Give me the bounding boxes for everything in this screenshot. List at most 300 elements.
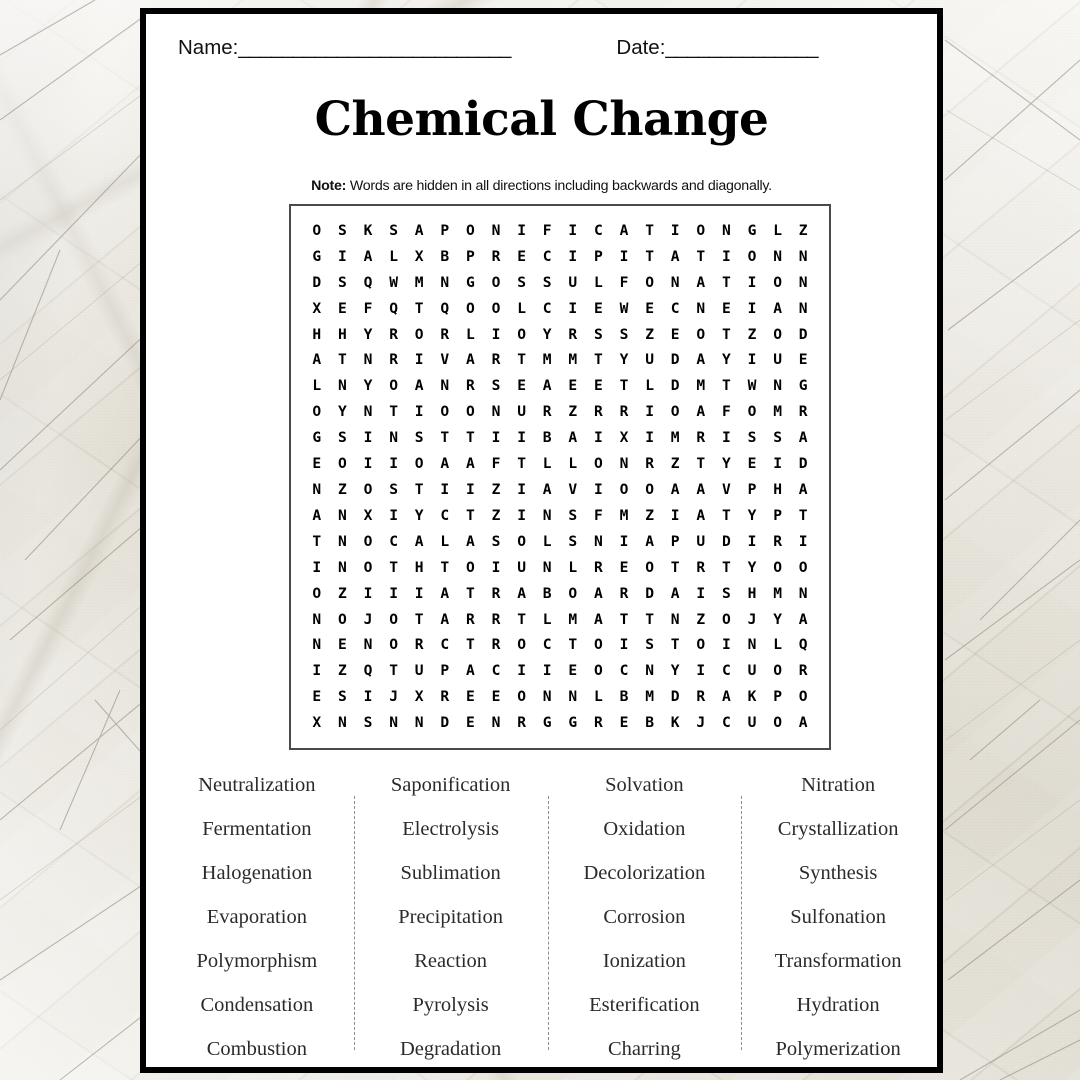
- grid-cell[interactable]: Q: [363, 273, 373, 291]
- grid-cell[interactable]: I: [414, 351, 424, 369]
- grid-cell[interactable]: K: [363, 221, 373, 239]
- grid-cell[interactable]: A: [542, 481, 552, 498]
- grid-cell[interactable]: M: [645, 688, 654, 706]
- grid-cell[interactable]: L: [389, 247, 398, 265]
- grid-cell[interactable]: N: [312, 636, 322, 654]
- grid-cell[interactable]: N: [773, 377, 782, 395]
- grid-cell[interactable]: Y: [337, 403, 347, 421]
- grid-cell[interactable]: K: [747, 688, 757, 706]
- grid-cell[interactable]: N: [798, 247, 808, 265]
- grid-cell[interactable]: L: [542, 610, 552, 628]
- grid-cell[interactable]: I: [619, 247, 629, 265]
- word-list-item[interactable]: Evaporation: [206, 906, 307, 929]
- grid-cell[interactable]: P: [440, 221, 450, 239]
- grid-cell[interactable]: L: [645, 377, 654, 395]
- grid-cell[interactable]: J: [747, 610, 757, 628]
- grid-cell[interactable]: T: [389, 403, 398, 421]
- grid-cell[interactable]: O: [696, 636, 706, 654]
- grid-cell[interactable]: I: [542, 662, 552, 680]
- grid-cell[interactable]: E: [337, 299, 347, 317]
- grid-cell[interactable]: I: [593, 429, 603, 447]
- grid-cell[interactable]: S: [645, 636, 654, 654]
- grid-cell[interactable]: P: [440, 662, 450, 680]
- grid-cell[interactable]: O: [619, 481, 629, 498]
- grid-cell[interactable]: Y: [363, 377, 373, 395]
- grid-cell[interactable]: T: [721, 273, 731, 291]
- grid-cell[interactable]: A: [414, 221, 424, 239]
- grid-cell[interactable]: L: [542, 455, 552, 473]
- grid-cell[interactable]: T: [440, 429, 450, 447]
- word-list-item[interactable]: Fermentation: [202, 818, 312, 841]
- grid-cell[interactable]: Z: [645, 506, 654, 524]
- grid-cell[interactable]: D: [440, 714, 450, 732]
- grid-cell[interactable]: C: [721, 714, 731, 732]
- grid-cell[interactable]: Q: [363, 662, 373, 680]
- grid-cell[interactable]: C: [593, 221, 603, 239]
- grid-cell[interactable]: N: [593, 532, 603, 550]
- word-list-item[interactable]: Sulfonation: [790, 906, 886, 929]
- grid-cell[interactable]: N: [491, 714, 501, 732]
- grid-cell[interactable]: E: [747, 455, 757, 473]
- word-list-item[interactable]: Solvation: [605, 774, 684, 796]
- grid-cell[interactable]: D: [798, 455, 808, 473]
- word-list-item[interactable]: Polymorphism: [196, 950, 318, 973]
- grid-cell[interactable]: I: [721, 247, 731, 265]
- grid-cell[interactable]: C: [721, 662, 731, 680]
- grid-cell[interactable]: H: [337, 325, 347, 343]
- grid-cell[interactable]: L: [773, 221, 782, 239]
- grid-cell[interactable]: T: [619, 610, 629, 628]
- grid-cell[interactable]: H: [747, 584, 757, 602]
- grid-cell[interactable]: S: [337, 221, 347, 239]
- grid-cell[interactable]: I: [491, 325, 501, 343]
- grid-cell[interactable]: J: [389, 688, 398, 706]
- grid-cell[interactable]: N: [645, 662, 654, 680]
- word-search-grid[interactable]: [304, 218, 816, 736]
- grid-cell[interactable]: F: [542, 221, 552, 239]
- grid-cell[interactable]: G: [747, 221, 757, 239]
- grid-cell[interactable]: A: [798, 714, 808, 732]
- grid-cell[interactable]: N: [542, 558, 552, 576]
- grid-cell[interactable]: Z: [491, 481, 501, 498]
- grid-cell[interactable]: Y: [670, 662, 680, 680]
- word-list-item[interactable]: Nitration: [801, 774, 876, 796]
- grid-cell[interactable]: I: [517, 506, 526, 524]
- word-list-item[interactable]: Polymerization: [775, 1038, 901, 1061]
- grid-cell[interactable]: I: [363, 688, 373, 706]
- grid-cell[interactable]: A: [670, 481, 680, 498]
- grid-cell[interactable]: I: [619, 532, 629, 550]
- grid-cell[interactable]: O: [773, 714, 782, 732]
- grid-cell[interactable]: A: [645, 532, 654, 550]
- grid-cell[interactable]: A: [670, 584, 680, 602]
- grid-cell[interactable]: A: [696, 506, 706, 524]
- grid-cell[interactable]: E: [568, 662, 578, 680]
- grid-cell[interactable]: N: [389, 714, 398, 732]
- grid-cell[interactable]: N: [440, 273, 450, 291]
- grid-cell[interactable]: T: [645, 221, 654, 239]
- grid-cell[interactable]: O: [747, 403, 757, 421]
- grid-cell[interactable]: O: [593, 455, 603, 473]
- grid-cell[interactable]: N: [312, 610, 322, 628]
- grid-cell[interactable]: I: [747, 351, 757, 369]
- grid-cell[interactable]: T: [517, 610, 526, 628]
- grid-cell[interactable]: Z: [645, 325, 654, 343]
- grid-cell[interactable]: N: [542, 506, 552, 524]
- grid-cell[interactable]: M: [696, 377, 706, 395]
- grid-cell[interactable]: U: [517, 403, 526, 421]
- grid-cell[interactable]: E: [593, 377, 603, 395]
- grid-cell[interactable]: T: [337, 351, 347, 369]
- grid-cell[interactable]: O: [645, 273, 654, 291]
- grid-cell[interactable]: N: [542, 688, 552, 706]
- name-input-rule[interactable]: _________________________: [238, 36, 511, 59]
- grid-cell[interactable]: G: [568, 714, 578, 732]
- grid-cell[interactable]: L: [773, 636, 782, 654]
- grid-cell[interactable]: O: [337, 455, 347, 473]
- grid-cell[interactable]: D: [670, 351, 680, 369]
- grid-cell[interactable]: Y: [619, 351, 629, 369]
- grid-cell[interactable]: I: [568, 221, 578, 239]
- grid-cell[interactable]: A: [440, 455, 450, 473]
- grid-cell[interactable]: O: [517, 688, 526, 706]
- grid-cell[interactable]: N: [773, 247, 782, 265]
- grid-cell[interactable]: T: [696, 455, 706, 473]
- grid-cell[interactable]: R: [491, 636, 501, 654]
- grid-cell[interactable]: Z: [696, 610, 706, 628]
- grid-cell[interactable]: D: [798, 325, 808, 343]
- grid-cell[interactable]: F: [721, 403, 731, 421]
- grid-cell[interactable]: A: [696, 481, 706, 498]
- word-list-item[interactable]: Oxidation: [603, 818, 686, 841]
- grid-cell[interactable]: Q: [389, 299, 398, 317]
- grid-cell[interactable]: O: [491, 299, 501, 317]
- grid-cell[interactable]: R: [696, 429, 706, 447]
- grid-cell[interactable]: N: [798, 273, 808, 291]
- word-list-item[interactable]: Corrosion: [603, 906, 686, 929]
- word-list-item[interactable]: Saponification: [390, 774, 511, 796]
- grid-cell[interactable]: N: [696, 299, 706, 317]
- grid-cell[interactable]: Z: [670, 455, 680, 473]
- grid-cell[interactable]: U: [773, 351, 782, 369]
- grid-cell[interactable]: I: [363, 455, 373, 473]
- grid-cell[interactable]: A: [721, 688, 731, 706]
- grid-cell[interactable]: R: [491, 247, 501, 265]
- grid-cell[interactable]: Y: [414, 506, 424, 524]
- grid-cell[interactable]: G: [312, 429, 322, 447]
- grid-cell[interactable]: S: [542, 273, 552, 291]
- date-field[interactable]: [616, 36, 865, 60]
- name-field[interactable]: [178, 36, 590, 60]
- grid-cell[interactable]: I: [389, 506, 398, 524]
- grid-cell[interactable]: T: [389, 662, 398, 680]
- grid-cell[interactable]: O: [389, 610, 398, 628]
- grid-cell[interactable]: N: [747, 636, 757, 654]
- grid-cell[interactable]: T: [465, 429, 475, 447]
- grid-cell[interactable]: T: [645, 247, 654, 265]
- grid-cell[interactable]: R: [593, 714, 603, 732]
- grid-cell[interactable]: A: [798, 610, 808, 628]
- grid-cell[interactable]: T: [721, 506, 731, 524]
- grid-cell[interactable]: R: [568, 325, 578, 343]
- grid-cell[interactable]: M: [773, 403, 782, 421]
- grid-cell[interactable]: Y: [747, 506, 757, 524]
- grid-cell[interactable]: X: [312, 714, 322, 732]
- grid-cell[interactable]: I: [645, 403, 654, 421]
- grid-cell[interactable]: I: [798, 532, 808, 550]
- grid-cell[interactable]: O: [312, 221, 322, 239]
- grid-cell[interactable]: C: [440, 506, 450, 524]
- grid-cell[interactable]: O: [645, 481, 654, 498]
- grid-cell[interactable]: O: [747, 247, 757, 265]
- grid-cell[interactable]: A: [440, 610, 450, 628]
- grid-cell[interactable]: I: [568, 247, 578, 265]
- grid-cell[interactable]: Y: [773, 610, 782, 628]
- grid-cell[interactable]: M: [670, 429, 680, 447]
- grid-cell[interactable]: N: [363, 351, 373, 369]
- grid-cell[interactable]: N: [363, 403, 373, 421]
- grid-cell[interactable]: T: [696, 247, 706, 265]
- grid-cell[interactable]: Z: [491, 506, 501, 524]
- grid-cell[interactable]: A: [542, 377, 552, 395]
- grid-cell[interactable]: O: [798, 558, 808, 576]
- grid-cell[interactable]: O: [363, 481, 373, 498]
- grid-cell[interactable]: A: [696, 273, 706, 291]
- grid-cell[interactable]: S: [414, 429, 424, 447]
- word-list-item[interactable]: Crystallization: [777, 818, 899, 841]
- grid-cell[interactable]: T: [517, 455, 526, 473]
- grid-cell[interactable]: F: [619, 273, 629, 291]
- grid-cell[interactable]: I: [312, 558, 322, 576]
- grid-cell[interactable]: U: [747, 662, 757, 680]
- word-list-item[interactable]: Synthesis: [798, 862, 878, 885]
- grid-cell[interactable]: M: [619, 506, 629, 524]
- grid-cell[interactable]: T: [414, 481, 424, 498]
- grid-cell[interactable]: V: [721, 481, 731, 498]
- grid-cell[interactable]: B: [542, 429, 552, 447]
- grid-cell[interactable]: D: [670, 688, 680, 706]
- grid-cell[interactable]: N: [337, 532, 347, 550]
- grid-cell[interactable]: A: [414, 532, 424, 550]
- grid-cell[interactable]: H: [414, 558, 424, 576]
- grid-cell[interactable]: S: [619, 325, 629, 343]
- grid-cell[interactable]: R: [491, 351, 501, 369]
- grid-cell[interactable]: Y: [363, 325, 373, 343]
- grid-cell[interactable]: M: [414, 273, 424, 291]
- grid-cell[interactable]: F: [363, 299, 373, 317]
- grid-cell[interactable]: O: [773, 273, 782, 291]
- grid-cell[interactable]: I: [721, 429, 731, 447]
- grid-cell[interactable]: N: [312, 481, 322, 498]
- grid-cell[interactable]: E: [517, 247, 526, 265]
- grid-cell[interactable]: S: [568, 506, 578, 524]
- grid-cell[interactable]: C: [670, 299, 680, 317]
- grid-cell[interactable]: N: [363, 636, 373, 654]
- grid-cell[interactable]: X: [414, 688, 424, 706]
- grid-cell[interactable]: E: [337, 636, 347, 654]
- grid-cell[interactable]: Z: [337, 662, 347, 680]
- word-list-item[interactable]: Charring: [607, 1038, 681, 1061]
- grid-cell[interactable]: S: [389, 481, 398, 498]
- grid-cell[interactable]: R: [440, 688, 450, 706]
- grid-cell[interactable]: I: [440, 481, 450, 498]
- grid-cell[interactable]: O: [568, 584, 578, 602]
- grid-cell[interactable]: I: [670, 506, 680, 524]
- grid-cell[interactable]: D: [312, 273, 322, 291]
- grid-cell[interactable]: I: [721, 636, 731, 654]
- grid-cell[interactable]: T: [440, 558, 450, 576]
- grid-cell[interactable]: T: [645, 610, 654, 628]
- grid-cell[interactable]: D: [721, 532, 731, 550]
- grid-cell[interactable]: J: [363, 610, 373, 628]
- grid-cell[interactable]: A: [670, 247, 680, 265]
- grid-cell[interactable]: X: [414, 247, 424, 265]
- grid-cell[interactable]: R: [645, 455, 654, 473]
- grid-cell[interactable]: C: [440, 636, 450, 654]
- grid-cell[interactable]: P: [747, 481, 757, 498]
- word-list-item[interactable]: Pyrolysis: [412, 994, 489, 1017]
- grid-cell[interactable]: E: [491, 688, 501, 706]
- grid-cell[interactable]: X: [312, 299, 322, 317]
- grid-cell[interactable]: F: [593, 506, 603, 524]
- grid-cell[interactable]: I: [696, 662, 706, 680]
- grid-cell[interactable]: A: [312, 506, 322, 524]
- grid-cell[interactable]: M: [542, 351, 552, 369]
- word-list-item[interactable]: Sublimation: [400, 862, 501, 885]
- grid-cell[interactable]: N: [491, 403, 501, 421]
- grid-cell[interactable]: R: [414, 636, 424, 654]
- grid-cell[interactable]: O: [721, 610, 731, 628]
- grid-cell[interactable]: T: [312, 532, 322, 550]
- grid-cell[interactable]: N: [568, 688, 578, 706]
- grid-cell[interactable]: I: [747, 273, 757, 291]
- grid-cell[interactable]: B: [619, 688, 629, 706]
- grid-cell[interactable]: I: [773, 455, 782, 473]
- grid-cell[interactable]: L: [440, 532, 450, 550]
- grid-cell[interactable]: E: [465, 714, 475, 732]
- grid-cell[interactable]: K: [670, 714, 680, 732]
- grid-cell[interactable]: A: [593, 584, 603, 602]
- grid-cell[interactable]: R: [798, 662, 808, 680]
- grid-cell[interactable]: A: [465, 662, 475, 680]
- grid-cell[interactable]: A: [312, 351, 322, 369]
- word-list-item[interactable]: Transformation: [774, 950, 902, 973]
- grid-cell[interactable]: R: [798, 403, 808, 421]
- grid-cell[interactable]: U: [747, 714, 757, 732]
- grid-cell[interactable]: O: [773, 325, 782, 343]
- grid-cell[interactable]: R: [542, 403, 552, 421]
- grid-cell[interactable]: N: [337, 377, 347, 395]
- grid-cell[interactable]: P: [670, 532, 680, 550]
- word-list-item[interactable]: Combustion: [206, 1038, 307, 1061]
- grid-cell[interactable]: O: [517, 532, 526, 550]
- grid-cell[interactable]: L: [593, 273, 603, 291]
- grid-cell[interactable]: P: [773, 688, 782, 706]
- grid-cell[interactable]: N: [389, 429, 398, 447]
- grid-cell[interactable]: R: [696, 688, 706, 706]
- grid-cell[interactable]: I: [670, 221, 680, 239]
- grid-cell[interactable]: I: [491, 429, 501, 447]
- grid-cell[interactable]: U: [568, 273, 578, 291]
- grid-cell[interactable]: T: [465, 636, 475, 654]
- grid-cell[interactable]: T: [721, 377, 731, 395]
- grid-cell[interactable]: Q: [440, 299, 450, 317]
- grid-cell[interactable]: J: [696, 714, 706, 732]
- grid-cell[interactable]: O: [465, 403, 475, 421]
- grid-cell[interactable]: C: [619, 662, 629, 680]
- grid-cell[interactable]: N: [619, 455, 629, 473]
- grid-cell[interactable]: C: [542, 636, 552, 654]
- grid-cell[interactable]: O: [414, 455, 424, 473]
- grid-cell[interactable]: N: [670, 273, 680, 291]
- grid-cell[interactable]: S: [389, 221, 398, 239]
- grid-cell[interactable]: S: [337, 273, 347, 291]
- grid-cell[interactable]: W: [619, 299, 629, 317]
- grid-cell[interactable]: O: [389, 636, 398, 654]
- grid-cell[interactable]: E: [798, 351, 808, 369]
- grid-cell[interactable]: O: [773, 662, 782, 680]
- grid-cell[interactable]: N: [337, 506, 347, 524]
- grid-cell[interactable]: R: [773, 532, 782, 550]
- grid-cell[interactable]: Z: [568, 403, 578, 421]
- grid-cell[interactable]: T: [389, 558, 398, 576]
- grid-cell[interactable]: A: [696, 403, 706, 421]
- grid-cell[interactable]: A: [517, 584, 526, 602]
- grid-cell[interactable]: S: [773, 429, 782, 447]
- grid-cell[interactable]: L: [568, 455, 578, 473]
- grid-cell[interactable]: I: [414, 584, 424, 602]
- word-list-item[interactable]: Condensation: [200, 994, 314, 1017]
- grid-cell[interactable]: E: [619, 714, 629, 732]
- grid-cell[interactable]: L: [593, 688, 603, 706]
- grid-cell[interactable]: O: [670, 403, 680, 421]
- grid-cell[interactable]: O: [312, 584, 322, 602]
- grid-cell[interactable]: R: [389, 325, 398, 343]
- grid-cell[interactable]: N: [721, 221, 731, 239]
- grid-cell[interactable]: I: [517, 481, 526, 498]
- grid-cell[interactable]: A: [465, 455, 475, 473]
- grid-cell[interactable]: H: [312, 325, 322, 343]
- grid-cell[interactable]: O: [773, 558, 782, 576]
- grid-cell[interactable]: U: [517, 558, 526, 576]
- grid-cell[interactable]: T: [593, 351, 603, 369]
- grid-cell[interactable]: Y: [721, 351, 731, 369]
- grid-cell[interactable]: N: [337, 558, 347, 576]
- grid-cell[interactable]: O: [798, 688, 808, 706]
- grid-cell[interactable]: O: [363, 558, 373, 576]
- grid-cell[interactable]: S: [337, 688, 347, 706]
- grid-cell[interactable]: N: [798, 584, 808, 602]
- grid-cell[interactable]: N: [670, 610, 680, 628]
- grid-cell[interactable]: I: [517, 429, 526, 447]
- grid-cell[interactable]: L: [568, 558, 578, 576]
- grid-cell[interactable]: A: [798, 481, 808, 498]
- word-list-item[interactable]: Neutralization: [198, 774, 316, 796]
- grid-cell[interactable]: S: [517, 273, 526, 291]
- grid-cell[interactable]: A: [696, 351, 706, 369]
- grid-cell[interactable]: S: [747, 429, 757, 447]
- grid-cell[interactable]: G: [798, 377, 808, 395]
- grid-cell[interactable]: O: [389, 377, 398, 395]
- grid-cell[interactable]: R: [696, 558, 706, 576]
- grid-cell[interactable]: R: [389, 351, 398, 369]
- word-list-item[interactable]: Electrolysis: [402, 818, 500, 841]
- grid-cell[interactable]: O: [491, 273, 501, 291]
- grid-cell[interactable]: I: [645, 429, 654, 447]
- grid-cell[interactable]: E: [619, 558, 629, 576]
- grid-cell[interactable]: O: [465, 558, 475, 576]
- grid-cell[interactable]: Z: [337, 481, 347, 498]
